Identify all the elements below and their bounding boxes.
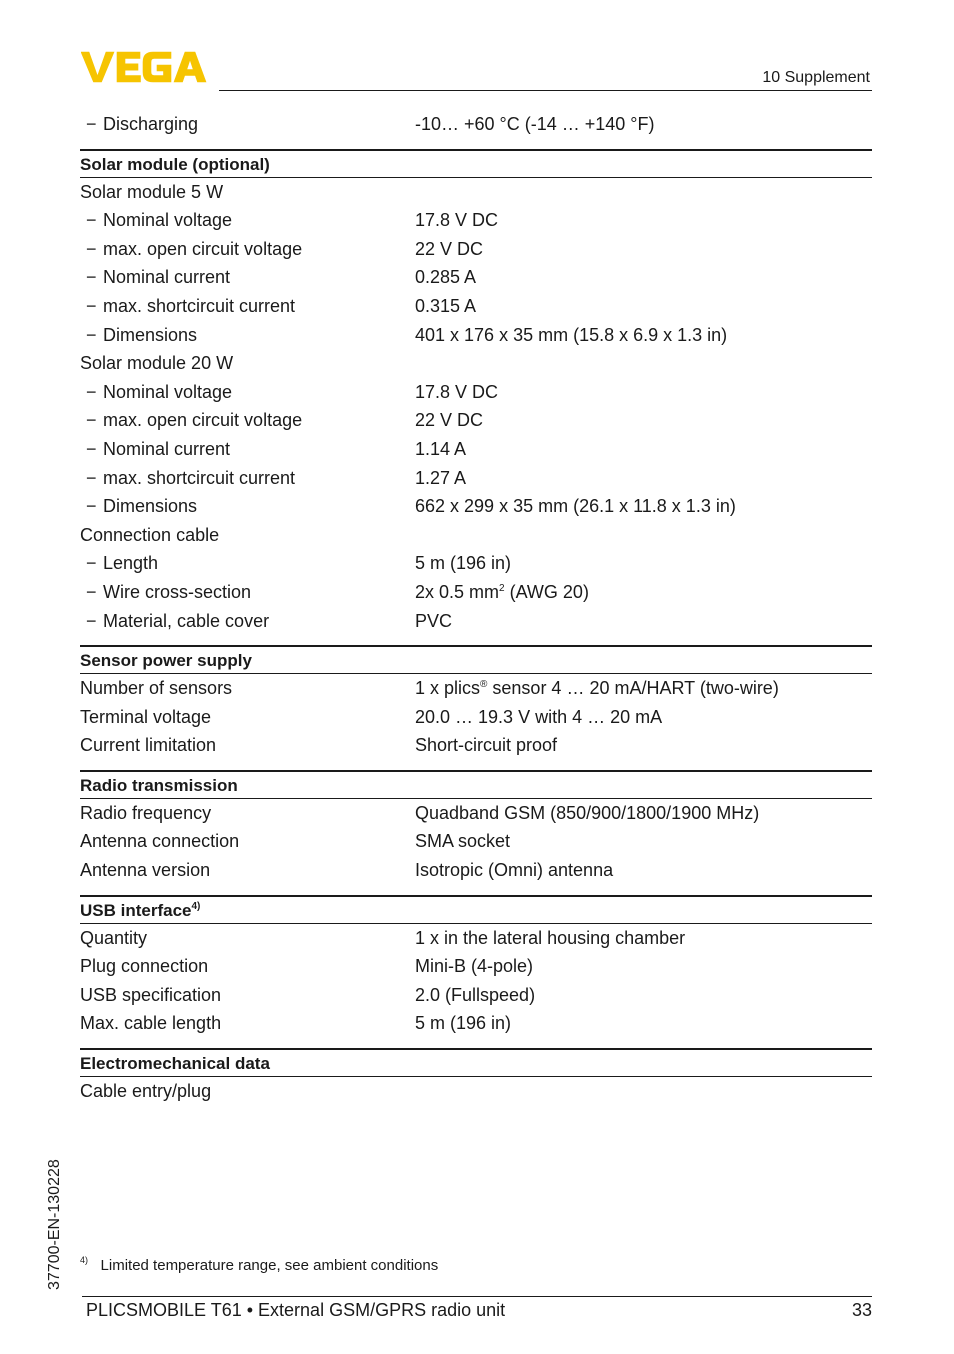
spec-row (80, 981, 872, 1010)
spec-row: − Nominal voltage 17.8 V DC (80, 206, 872, 235)
spec-label: Dimensions (103, 324, 198, 345)
spec-label: Material, cable cover (103, 610, 270, 631)
spec-value: 2.0 (Fullspeed) (415, 984, 536, 1005)
spec-value: 5 m (196 in) (415, 553, 512, 574)
spec-row-discharging: − Discharging -10… +60 °C (-14 … +140 °F) (80, 110, 872, 139)
spec-value: 1.27 A (415, 467, 467, 488)
spec-table (80, 110, 872, 1106)
spec-value: 22 V DC (415, 238, 484, 259)
spec-row (80, 731, 872, 760)
spec-label: Antenna connection (80, 831, 240, 852)
spec-row (80, 952, 872, 981)
group-label: Solar module 20 W (80, 353, 234, 374)
spec-value: 662 x 299 x 35 mm (26.1 x 11.8 x 1.3 in) (415, 496, 736, 517)
spec-value: Isotropic (Omni) antenna (415, 860, 614, 881)
header-rule (219, 90, 872, 91)
spec-row: − Nominal voltage 17.8 V DC (80, 378, 872, 407)
spec-label: Discharging (103, 114, 199, 134)
spec-label: Nominal voltage (103, 210, 233, 231)
spec-row: − Length 5 m (196 in) (80, 549, 872, 578)
footnote-text: Limited temperature range, see ambient conditions (100, 1257, 439, 1274)
spec-row: − Wire cross-section 2x 0.5 $mm^2$ (AWG 20) (80, 578, 872, 607)
spec-value: 0.315 A (415, 295, 477, 316)
spec-label: max. open circuit voltage (103, 410, 303, 431)
spec-label: Quantity (80, 927, 148, 948)
spec-label: max. shortcircuit current (103, 295, 296, 316)
section-solar-module: Solar module (optional) (80, 149, 872, 178)
section-usb-interface: USB interface$^{4)}$ (80, 895, 872, 924)
spec-value: 0.285 A (415, 267, 477, 288)
spec-row: − max. shortcircuit current 0.315 A (80, 292, 872, 321)
group-label: Connection cable (80, 524, 220, 545)
spec-value: 2x 0.5 $mm^2$ (AWG 20) (415, 581, 589, 602)
spec-label: Nominal current (103, 267, 231, 288)
spec-value: 1 x in the lateral housing chamber (415, 927, 686, 948)
spec-row (80, 674, 872, 703)
group-solar-5w (80, 178, 872, 207)
spec-row (80, 924, 872, 953)
footnote-ref: 4) (191, 900, 201, 912)
spec-value: 5 m (196 in) (415, 1013, 512, 1034)
spec-label: Wire cross-section (103, 581, 252, 602)
spec-label: Length (103, 553, 159, 574)
spec-label: Cable entry/plug (80, 1081, 212, 1102)
spec-row: − Nominal current 1.14 A (80, 435, 872, 464)
spec-label: max. open circuit voltage (103, 238, 303, 259)
spec-value: 1 x plics® sensor 4 … 20 mA/HART (two-wire) (415, 678, 779, 699)
group-connection-cable (80, 521, 872, 550)
footer-title: PLICSMOBILE T61 • External GSM/GPRS radio unit (86, 1300, 506, 1320)
group-solar-20w (80, 349, 872, 378)
spec-row (80, 1009, 872, 1038)
spec-label: Nominal voltage (103, 381, 233, 402)
spec-row (80, 799, 872, 828)
spec-label: Nominal current (103, 438, 231, 459)
spec-label: Dimensions (103, 496, 198, 517)
group-label: Solar module 5 W (80, 181, 224, 202)
spec-value: Quadband GSM (850/900/1800/1900 MHz) (415, 802, 760, 823)
footnote (80, 1256, 438, 1276)
spec-value: Short-circuit proof (415, 735, 558, 756)
spec-value: 17.8 V DC (415, 210, 499, 231)
spec-value: -10… +60 °C (-14 … +140 °F) (415, 114, 655, 134)
footer-rule (82, 1296, 872, 1297)
spec-row: − max. open circuit voltage 22 V DC (80, 406, 872, 435)
spec-label: USB specification (80, 984, 222, 1005)
spec-row: − Dimensions 401 x 176 x 35 mm (15.8 x 6.9 x 1.3 in) (80, 321, 872, 350)
spec-row (80, 856, 872, 885)
spec-row: − Nominal current 0.285 A (80, 263, 872, 292)
section-radio-transmission: Radio transmission (80, 770, 872, 799)
spec-value: 20.0 … 19.3 V with 4 … 20 mA (415, 706, 663, 727)
spec-label: Terminal voltage (80, 706, 212, 727)
section-electromechanical-data: Electromechanical data (80, 1048, 872, 1077)
section-sensor-power-supply: Sensor power supply (80, 645, 872, 674)
spec-row (80, 703, 872, 732)
vega-logo (81, 50, 212, 84)
spec-row: − max. open circuit voltage 22 V DC (80, 235, 872, 264)
spec-row: − Dimensions 662 x 299 x 35 mm (26.1 x 11.8 x 1.3 in) (80, 492, 872, 521)
spec-value: 17.8 V DC (415, 381, 499, 402)
spec-value: Mini-B (4-pole) (415, 956, 534, 977)
spec-label: max. shortcircuit current (103, 467, 296, 488)
footnote-mark: 4) (80, 1255, 89, 1265)
spec-label: Radio frequency (80, 802, 212, 823)
spec-label: Current limitation (80, 735, 217, 756)
spec-label: Number of sensors (80, 678, 233, 699)
spec-label: Max. cable length (80, 1013, 222, 1034)
header-section-title: 10 Supplement (762, 69, 870, 86)
spec-row (80, 1077, 872, 1106)
spec-value: 1.14 A (415, 438, 467, 459)
page-number: 33 (851, 1300, 872, 1320)
spec-label: Plug connection (80, 956, 209, 977)
spec-value: 401 x 176 x 35 mm (15.8 x 6.9 x 1.3 in) (415, 324, 728, 345)
spec-label: Antenna version (80, 860, 211, 881)
spec-value: 22 V DC (415, 410, 484, 431)
spec-row: − max. shortcircuit current 1.27 A (80, 464, 872, 493)
document-code: 37700-EN-130228 (46, 1159, 63, 1290)
spec-row (80, 827, 872, 856)
spec-value: PVC (415, 610, 453, 631)
spec-value: SMA socket (415, 831, 511, 852)
spec-row: − Material, cable cover PVC (80, 607, 872, 636)
